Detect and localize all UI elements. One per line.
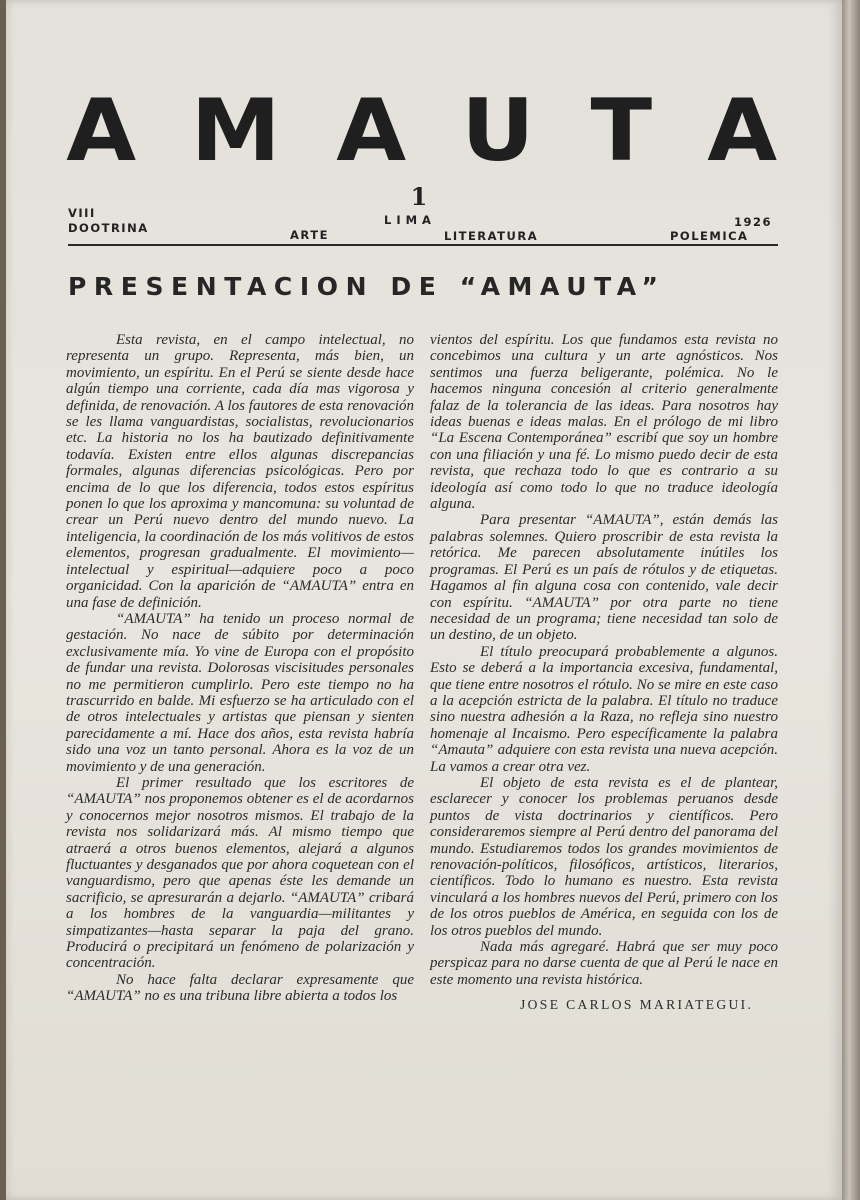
section-art: ARTE xyxy=(290,228,329,242)
paragraph: El objeto de esta revista es el de plantear, esclarecer y conocer los problemas peruanos desde puntos de vista doctrinarios y científicos. Pero consideraremos siempre al Perú dentro del panorama del mundo. Estudiaremos todos los grandes movimientos de renovación-políticos, filosóficos, artísticos, literarios, científicos. Todo lo humano es nuestro. Esta revista vinculará a los hombres nuevos del Perú, primero con los de los otros pueblos de América, en seguida con los de los otros pueblos del mundo. xyxy=(430,774,778,939)
paragraph: Esta revista, en el campo intelectual, no representa un grupo. Representa, más bien, un movimiento, un espíritu. En el Perú se siente desde hace algún tiempo una corriente, cada día mas vigorosa y definida, de renovación. A los fautores de esta renovación se les llama vanguardistas, socialistas, revolucionarios etc. La historia no los ha bautizado definitivamente todavía. Existen entre ellos algunas discrepancias formales, algunas diferencias psicológicas. Pero por encima de lo que los diferencia, todos estos espíritus ponen lo que los aproxima y mancomuna: su voluntad de crear un Perú nuevo dentro del mundo nuevo. La inteligencia, la coordinación de los más volitivos de estos elementos, progresan gradualmente. El movimiento—intelectual y espiritual—adquiere poco a poco organicidad. Con la aparición de “AMAUTA” entra en una fase de definición. xyxy=(66,332,414,611)
paragraph: Nada más agregaré. Habrá que ser muy poco perspicaz para no darse cuenta de que al Perú le nace en este momento una revista histórica. xyxy=(430,939,778,988)
masthead-letter: A xyxy=(66,81,139,181)
paragraph-continuation: vientos del espíritu. Los que fundamos esta revista no concebimos una cultura y un arte agnósticos. Nos sentimos una fuerza beligerante, polémica. No le hacemos ninguna concesión al criterio generalmente falaz de la tolerancia de las ideas. Para nosotros hay ideas buenas e ideas malas. En el prólogo de mi libro “La Escena Contemporánea” escribí que soy un hombre con una filiación y una fé. Lo mismo puedo decir de esta revista, que rechaza todo lo que es contrario a su ideología así como todo lo que no traduce ideología alguna. xyxy=(430,332,778,513)
city-label: LIMA xyxy=(384,213,436,227)
paragraph: El primer resultado que los escritores de “AMAUTA” nos proponemos obtener es el de acordarnos y conocernos mejor nosotros mismos. El trabajo de la revista nos solidarizará más. Al mismo tiempo que atraerá a otros buenos elementos, alejará a algunos fluctuantes y desganados que por ahora coquetean con el vanguardismo, pero que apenas éste les demande un sacrificio, se apresurarán a dejarlo. “AMAUTA” cribará a los hombres de la vanguardia—militantes y simpatizantes—hasta separar la paja del grano. Producirá o precipitará un fenómeno de polarización y concentración. xyxy=(66,774,414,972)
paragraph: “AMAUTA” ha tenido un proceso normal de gestación. No nace de súbito por determinación exclusivamente mía. Yo vine de Europa con el propósito de fundar una revista. Dolorosas viscisitudes personales no me permitieron cumplirlo. Pero este tiempo no ha trascurrido en balde. Mi esfuerzo se ha articulado con el de otros intelectuales y artistas que piensan y sienten parecidamente a mí. Hace dos años, esta revista habría sido una voz un tanto personal. Ahora es la voz de un movimiento y de una generación. xyxy=(66,610,414,775)
paragraph: Para presentar “AMAUTA”, están demás las palabras solemnes. Quiero proscribir de esta revista la retórica. Me parecen absolutamente inútiles los programas. El Perú es un país de rótulos y de etiquetas. Hagamos al fin alguna cosa con contenido, vale decir con espíritu. “AMAUTA” por otra parte no tiene necesidad de un programa; tiene necesidad tan solo de un destino, de un objeto. xyxy=(430,512,778,644)
masthead-letter: T xyxy=(590,81,655,181)
masthead-letter: A xyxy=(336,81,409,181)
section-polemic: POLEMICA xyxy=(670,229,749,243)
masthead-letter: U xyxy=(461,81,537,181)
year-label: 1926 xyxy=(734,215,773,229)
section-doctrine: DOOTRINA xyxy=(68,221,149,235)
volume-label: VIII xyxy=(68,206,96,220)
article-title: PRESENTACION DE “AMAUTA” xyxy=(68,272,666,301)
masthead-letter: A xyxy=(707,81,780,181)
page-edge-stack xyxy=(842,0,860,1200)
masthead-letter: M xyxy=(191,81,284,181)
header-rule xyxy=(68,244,778,246)
paragraph: El título preocupará probablemente a algunos. Esto se deberá a la importancia excesiva, fundamental, que tiene entre nosotros el rótulo. No se mire en este caso a la acepción estricta de la palabra. El título no traduce sino nuestra adhesión a la Raza, no refleja sino nuestro homenaje al Incaismo. Pero específicamente la palabra “Amauta” adquiere con esta revista una nueva acepción. La vamos a crear otra vez. xyxy=(430,643,778,775)
masthead-title xyxy=(66,81,780,181)
paragraph: No hace falta declarar expresamente que “AMAUTA” no es una tribuna libre abierta a todos los xyxy=(66,971,414,1005)
issue-number: 1 xyxy=(410,182,428,211)
author-signature: JOSE CARLOS MARIATEGUI. xyxy=(520,997,754,1012)
left-column xyxy=(66,332,414,1005)
right-column xyxy=(430,332,778,988)
section-literature: LITERATURA xyxy=(444,229,539,243)
